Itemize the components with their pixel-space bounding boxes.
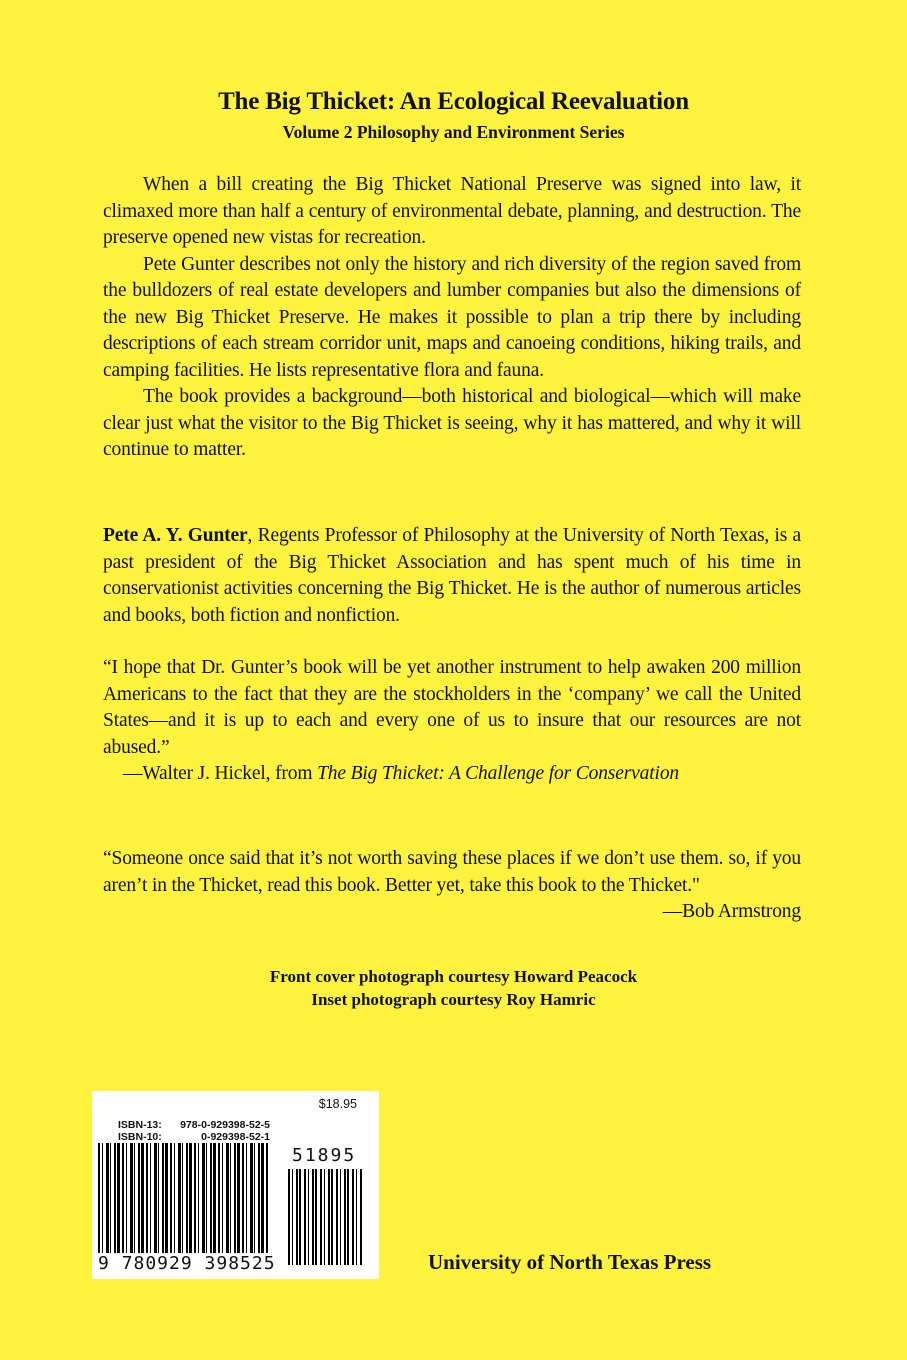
photo-credit-line: Inset photograph courtesy Roy Hamric: [311, 990, 596, 1009]
quote-text: “Someone once said that it’s not worth saving these places if we don’t use them. so, if you aren’t in the Thicket, read this book. Better yet, take this book to the Thicket.": [103, 848, 801, 896]
isbn-barcode-label: [92, 1091, 379, 1279]
publisher-name: University of North Texas Press: [428, 1250, 712, 1274]
barcode-bars-icon: [98, 1143, 270, 1259]
quote-source-title: The Big Thicket: A Challenge for Conservation: [317, 763, 680, 784]
series-subtitle: Volume 2 Philosophy and Environment Series: [282, 122, 625, 142]
book-title: The Big Thicket: An Ecological Reevaluation: [218, 88, 689, 115]
isbn-13: ISBN-13: 978-0-929398-52-5: [118, 1119, 270, 1131]
price: $18.95: [318, 1097, 357, 1111]
endorsement-quote-1: [103, 655, 801, 788]
addon-digits: 51895: [292, 1145, 357, 1166]
author-bio-text: , Regents Professor of Philosophy at the University of North Texas, is a past president of the Big Thicket Association and has spent much of his time in conservationist activities concerning the Big Thicket. He is the author of numerous articles and books, both fiction and nonfiction.: [103, 525, 801, 626]
addon-barcode-bars-icon: [288, 1169, 362, 1265]
photo-credits: [0, 965, 907, 1011]
description-paragraph: Pete Gunter describes not only the history and rich diversity of the region saved from the bulldozers of real estate developers and lumber companies but also the dimensions of the new Big Thicket Preserve. He makes it possible to plan a trip there by including descriptions of each stream corridor unit, maps and canoeing conditions, hiking trails, and camping facilities. He lists representative flora and fauna.: [103, 253, 801, 381]
photo-credit-line: Front cover photograph courtesy Howard Peacock: [269, 967, 638, 986]
author-bio: [103, 523, 801, 629]
isbn-10: ISBN-10: 0-929398-52-1: [118, 1131, 270, 1143]
description-paragraph: When a bill creating the Big Thicket National Preserve was signed into law, it climaxed more than half a century of environmental debate, planning, and destruction. The preserve opened new vistas for recreation.: [103, 174, 801, 248]
endorsement-quote-2: [103, 846, 801, 926]
quote-attribution: —Bob Armstrong: [662, 901, 801, 922]
author-name: Pete A. Y. Gunter: [103, 525, 248, 546]
quote-attribution: —Walter J. Hickel, from The Big Thicket: A Challenge for Conservation: [123, 763, 680, 784]
book-description: [103, 172, 801, 464]
quote-text: “I hope that Dr. Gunter’s book will be yet another instrument to help awaken 200 million Americans to the fact that they are the stockholders in the ‘company’ we call the United States—and it is up to each and every one of us to insure that our resources are not abused.”: [103, 657, 801, 758]
barcode-digits: 9 780929 398525: [98, 1253, 276, 1274]
description-paragraph: The book provides a background—both historical and biological—which will make clear just what the visitor to the Big Thicket is seeing, why it has mattered, and why it will continue to matter.: [103, 386, 801, 460]
